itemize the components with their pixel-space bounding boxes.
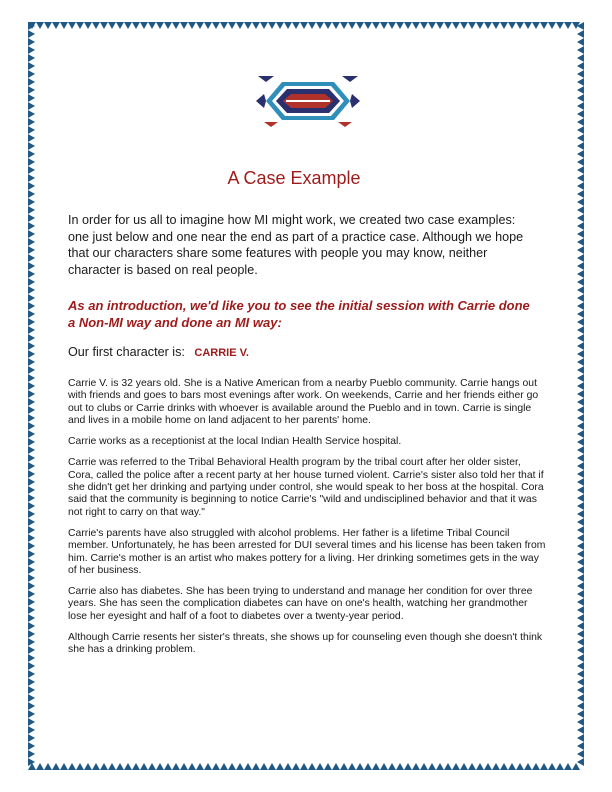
southwest-pattern-emblem: [256, 74, 360, 128]
intro-paragraph: In order for us all to imagine how MI might work, we created two case examples: one just below and one near the end as part of a practice case. Although we hope that our characters share some features with people you may know, neither character is based on real people.: [68, 213, 524, 277]
case-paragraph: Carrie was referred to the Tribal Behavioral Health program by the tribal court after her older sister, Cora, called the police after a recent party at her house turned violent. Carrie's sister also told her that if she didn't get her drinking and partying under control, she would speak to her boss at the hospital. Cora said that the community is beginning to notice Carrie's "wild and undisciplined behavior and that it was not right to carry on that way.": [68, 457, 544, 518]
case-paragraph: Carrie also has diabetes. She has been trying to understand and manage her condition for over three years. She has seen the complication diabetes can have on one's health, watching her grandmother lose her eyesight and half of a foot to diabetes over a twenty-year period.: [68, 586, 533, 622]
case-paragraph: Carrie V. is 32 years old. She is a Native American from a nearby Pueblo community. Carrie hangs out with friends and goes to bars most evenings after work. On weekends, Carrie and her friends either go out to clubs or Carrie drinks with whoever is available around the Pueblo and in town. Carrie is single and lives in a mobile home on land adjacent to her parents' home.: [68, 378, 539, 426]
lead-paragraph: As an introduction, we'd like you to see the initial session with Carrie done a Non-MI way and done an MI way:: [68, 298, 530, 330]
case-body: [68, 378, 546, 666]
character-label: Our first character is:: [68, 345, 185, 359]
case-paragraph: Although Carrie resents her sister's threats, she shows up for counseling even though she doesn't think she has a drinking problem.: [68, 632, 543, 656]
character-line: [68, 345, 538, 359]
case-paragraph: Carrie works as a receptionist at the local Indian Health Service hospital.: [68, 436, 402, 448]
page-title: A Case Example: [227, 168, 361, 188]
character-name: CARRIE V.: [194, 347, 249, 359]
case-paragraph: Carrie's parents have also struggled with alcohol problems. Her father is a lifetime Tribal Council member. Unfortunately, he has been arrested for DUI several times and his license has been taken from him. Carrie's mother is an artist who makes pottery for a living. Her drinking sometimes gets in the way of her business.: [68, 527, 546, 576]
